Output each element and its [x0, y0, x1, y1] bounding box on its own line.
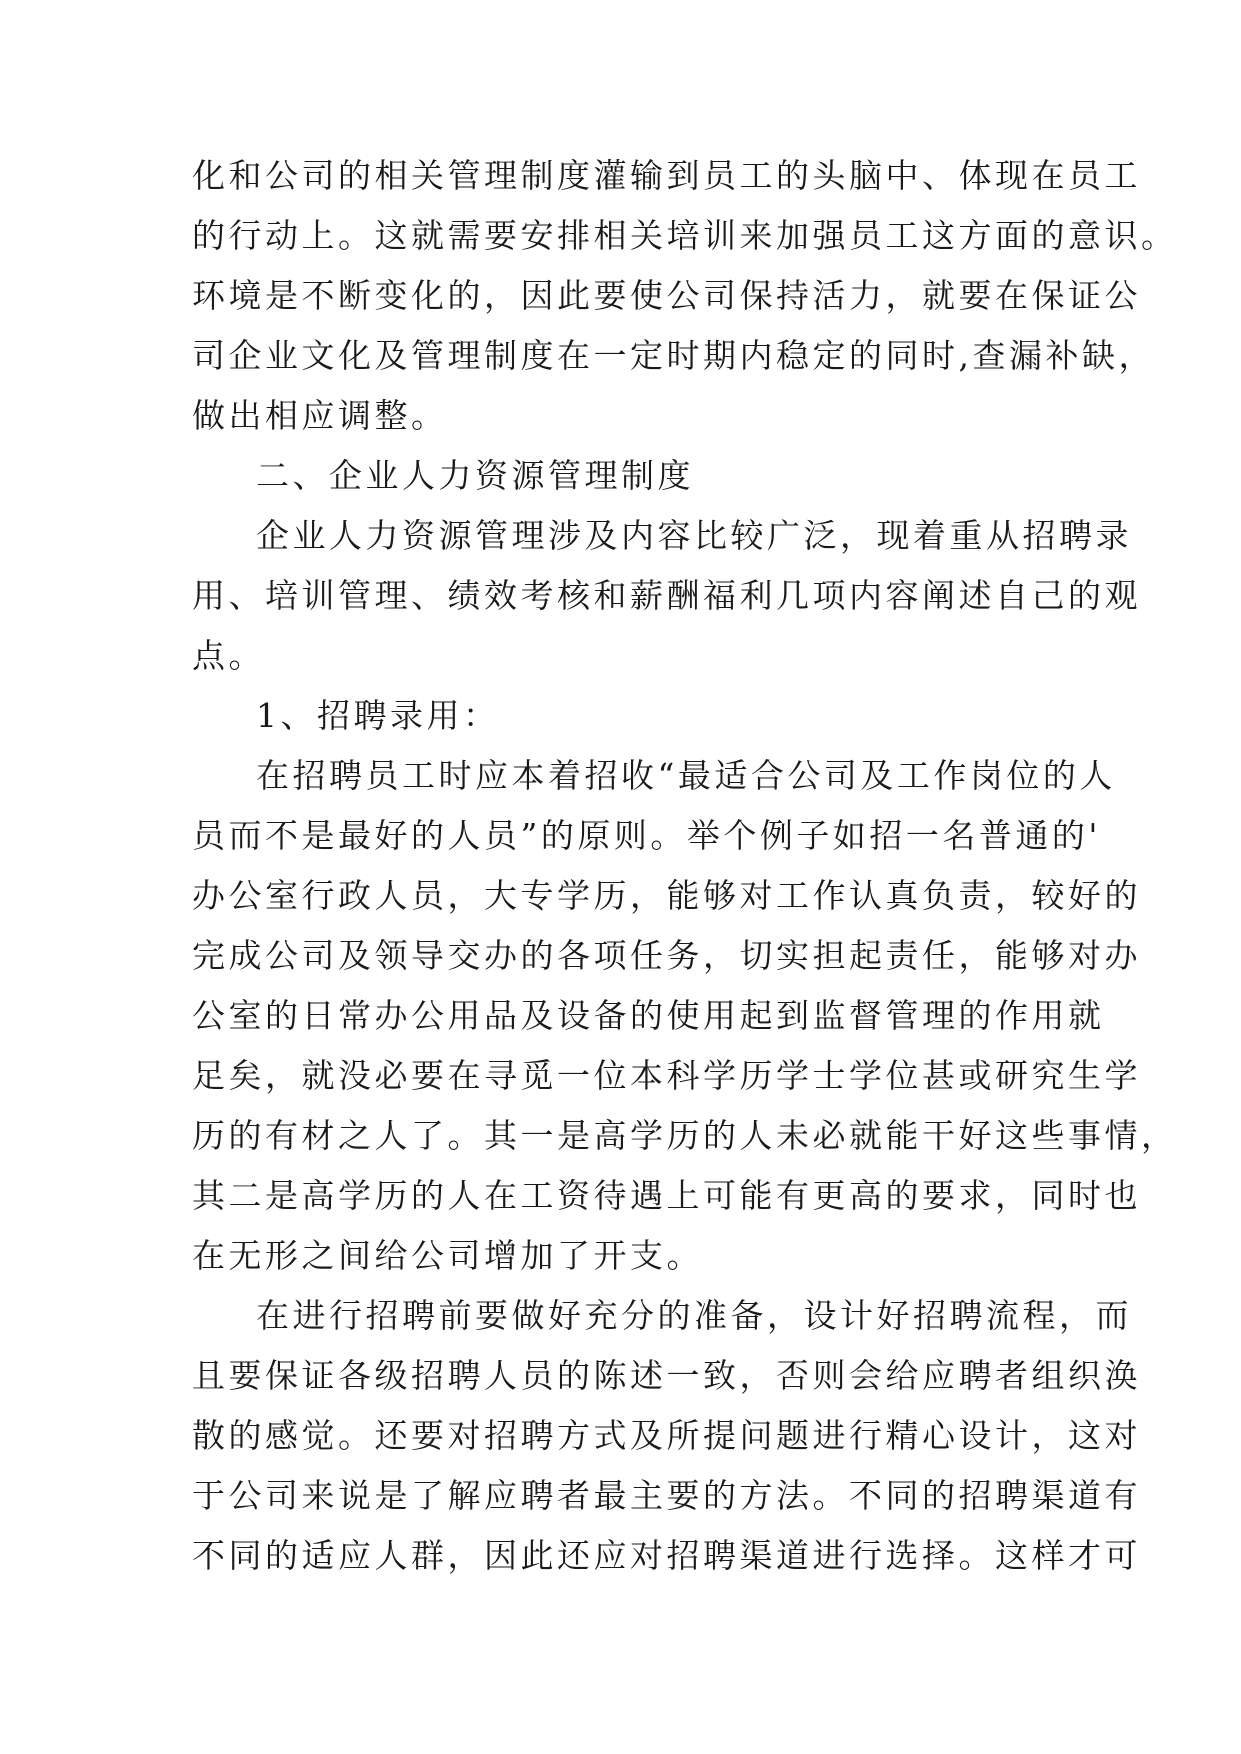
text-line: 且要保证各级招聘人员的陈述一致，否则会给应聘者组织涣 [192, 1356, 1141, 1395]
text-line: 在招聘员工时应本着招收“最适合公司及工作岗位的人 [256, 756, 1116, 795]
section-heading: 二、企业人力资源管理制度 [256, 456, 694, 495]
text-line: 做出相应调整。 [192, 396, 448, 435]
text-line: 化和公司的相关管理制度灌输到员工的头脑中、体现在员工 [192, 156, 1141, 195]
text-line: 点。 [192, 636, 265, 675]
text-line: 散的感觉。还要对招聘方式及所提问题进行精心设计，这对 [192, 1416, 1141, 1455]
text-line: 于公司来说是了解应聘者最主要的方法。不同的招聘渠道有 [192, 1476, 1141, 1515]
text-line: 环境是不断变化的，因此要使公司保持活力，就要在保证公 [192, 276, 1141, 315]
text-line: 足矣，就没必要在寻觅一位本科学历学士学位甚或研究生学 [192, 1056, 1141, 1095]
text-line: 在无形之间给公司增加了开支。 [192, 1236, 703, 1275]
text-line: 在进行招聘前要做好充分的准备，设计好招聘流程，而 [256, 1296, 1132, 1335]
text-line: 办公室行政人员，大专学历，能够对工作认真负责，较好的 [192, 876, 1141, 915]
subsection-heading: 1、招聘录用： [256, 696, 500, 735]
text-line: 用、培训管理、绩效考核和薪酬福利几项内容阐述自己的观 [192, 576, 1141, 615]
text-line: 公室的日常办公用品及设备的使用起到监督管理的作用就 [192, 996, 1105, 1035]
text-line: 企业人力资源管理涉及内容比较广泛，现着重从招聘录 [256, 516, 1132, 555]
text-line: 其二是高学历的人在工资待遇上可能有更高的要求，同时也 [192, 1176, 1141, 1215]
text-line: 不同的适应人群，因此还应对招聘渠道进行选择。这样才可 [192, 1536, 1141, 1575]
text-line: 员而不是最好的人员”的原则。举个例子如招一名普通的' [192, 816, 1101, 855]
text-line: 完成公司及领导交办的各项任务，切实担起责任，能够对办 [192, 936, 1141, 975]
text-line: 的行动上。这就需要安排相关培训来加强员工这方面的意识。 [192, 216, 1178, 255]
text-line: 历的有材之人了。其一是高学历的人未必就能干好这些事情， [192, 1116, 1178, 1155]
text-line: 司企业文化及管理制度在一定时期内稳定的同时,查漏补缺， [192, 336, 1155, 375]
